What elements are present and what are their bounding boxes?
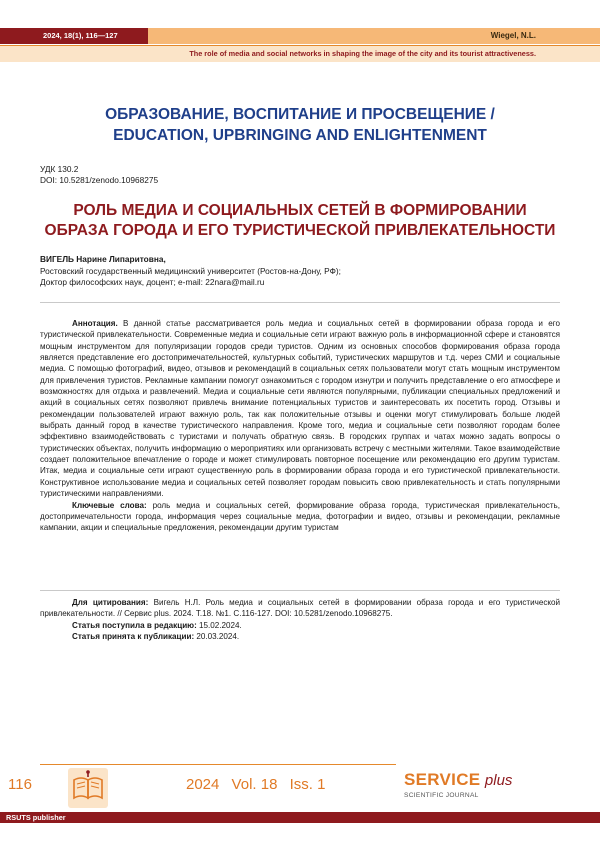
publisher-label: RSUTS publisher [6, 813, 66, 822]
accepted-line [40, 631, 560, 642]
journal-label: SCIENTIFIC JOURNAL [404, 792, 479, 799]
section-heading [40, 104, 560, 146]
accepted-label: Статья принята к публикации: [72, 632, 195, 642]
author-affiliation: Ростовский государственный медицинский университет (Ростов-на-Дону, РФ); [40, 265, 341, 276]
abstract-block [40, 318, 560, 534]
received-label: Статья поступила в редакцию: [72, 620, 197, 630]
section-heading-en: EDUCATION, UPBRINGING AND ENLIGHTENMENT [113, 127, 487, 144]
keywords-paragraph [40, 500, 560, 534]
author-block [40, 254, 560, 289]
abstract-text: В данной статье рассматривается роль медиа и социальных сетей в формировании образа города и его туристической привлекательности. Современные медиа и социальные сети играют важную роль в информационной сфере и становятся мощным инструментом для популяризации городов среди туристов. Одним из основных способов формирования образа города является представление его достопримечательностей, культурных событий, туристических маршрутов и т.д. через СМИ и социальные медиа. С помощью фотографий, видео, отзывов и рекомендаций в социальных сетях пользователи могут стать мощным инструментом для привлечения туристов. Рекламные кампании помогут ознакомиться с городом изнутри и получить представление о его атмосфере и возможностях для отдыха и развлечений. Медиа и социальные сети являются популярными, публикации специальных предложений и акций в социальных сетях позволяют привлечь внимание потенциальных туристов и заинтересовать их посетить город. Отзывы и рекомендации пользователей играют важную роль, так как положительные отзывы и оценки могут стимулировать больше людей выбрать данный город в качестве туристического направления. Кроме того, медиа и социальные сети позволяют городам более эффективно взаимодействовать с туристами и получать обратную связь. В городских группах и чатах можно задать вопросы о туристических объектах, получить информацию о мероприятиях или организовать встречу с местными жителями. Такое взаимодействие создает положительное впечатление о городе и может стимулировать повторное посещение или рекомендацию его другим туристам. Итак, медиа и социальные сети играют существенную роль в формировании образа города и его туристической привлекательности. Конструктивное использование медиа и социальных сетей позволяет городам повысить свою привлекательность и стать популярными туристическими направлениями. [40, 319, 560, 499]
section-heading-ru: ОБРАЗОВАНИЕ, ВОСПИТАНИЕ И ПРОСВЕЩЕНИЕ / [105, 106, 495, 123]
issue-year: 2024 [186, 776, 220, 793]
brand-plus: plus [484, 772, 513, 789]
received-date: 15.02.2024. [199, 620, 242, 630]
citation-block [40, 597, 560, 642]
header-issue-ref: 2024, 18(1), 116—127 [0, 28, 148, 44]
author-position: Доктор философских наук, доцент; e-mail: 22nara@mail.ru [40, 277, 265, 287]
header-author: Wiegel, N.L. [490, 31, 536, 40]
udc-code: УДК 130.2 [40, 164, 79, 174]
article-title-line1: РОЛЬ МЕДИА И СОЦИАЛЬНЫХ СЕТЕЙ В ФОРМИРОВАНИИ [73, 202, 527, 219]
issue-volume: Vol. 18 [231, 776, 278, 793]
article-title [40, 201, 560, 241]
doi-text: DOI: 10.5281/zenodo.10968275 [40, 175, 159, 185]
divider-bottom [40, 590, 560, 591]
article-title-line2: ОБРАЗА ГОРОДА И ЕГО ТУРИСТИЧЕСКОЙ ПРИВЛЕКАТЕЛЬНОСТИ [44, 222, 556, 239]
keywords-label: Ключевые слова: [72, 500, 147, 510]
divider-top [40, 302, 560, 303]
open-book-logo-icon [64, 764, 112, 812]
issue-number: Iss. 1 [289, 776, 326, 793]
received-line [40, 620, 560, 631]
abstract-paragraph [40, 318, 560, 500]
citation-paragraph [40, 597, 560, 620]
page-number: 116 [8, 776, 32, 793]
footer-bar [0, 812, 600, 823]
issue-info [186, 776, 333, 793]
citation-text: Вигель Н.Л. Роль медиа и социальных сетей в формировании образа города и его туристической привлекательности. // Сервис plus. 2024. Т.18. №1. С.116-127. DOI: 10.5281/zenodo.10968275. [40, 598, 561, 619]
running-title: The role of media and social networks in shaping the image of the city and its tourist attractiveness. [189, 49, 536, 58]
journal-brand [404, 770, 512, 790]
accepted-date: 20.03.2024. [196, 632, 240, 642]
author-name: ВИГЕЛЬ Нарине Липаритовна, [40, 254, 166, 264]
abstract-label: Аннотация. [72, 319, 118, 328]
keywords-text: роль медиа и социальных сетей, формирование образа города, туристическая привлекательность, достопримечательности города, информация через социальные медиа, фотографии и видео, отзывы и рекомендации, рекламные кампании, акции и специальные предложения, рекомендации другим туристам [40, 500, 560, 533]
citation-label: Для цитирования: [72, 598, 149, 607]
brand-service: SERVICE [404, 770, 481, 789]
